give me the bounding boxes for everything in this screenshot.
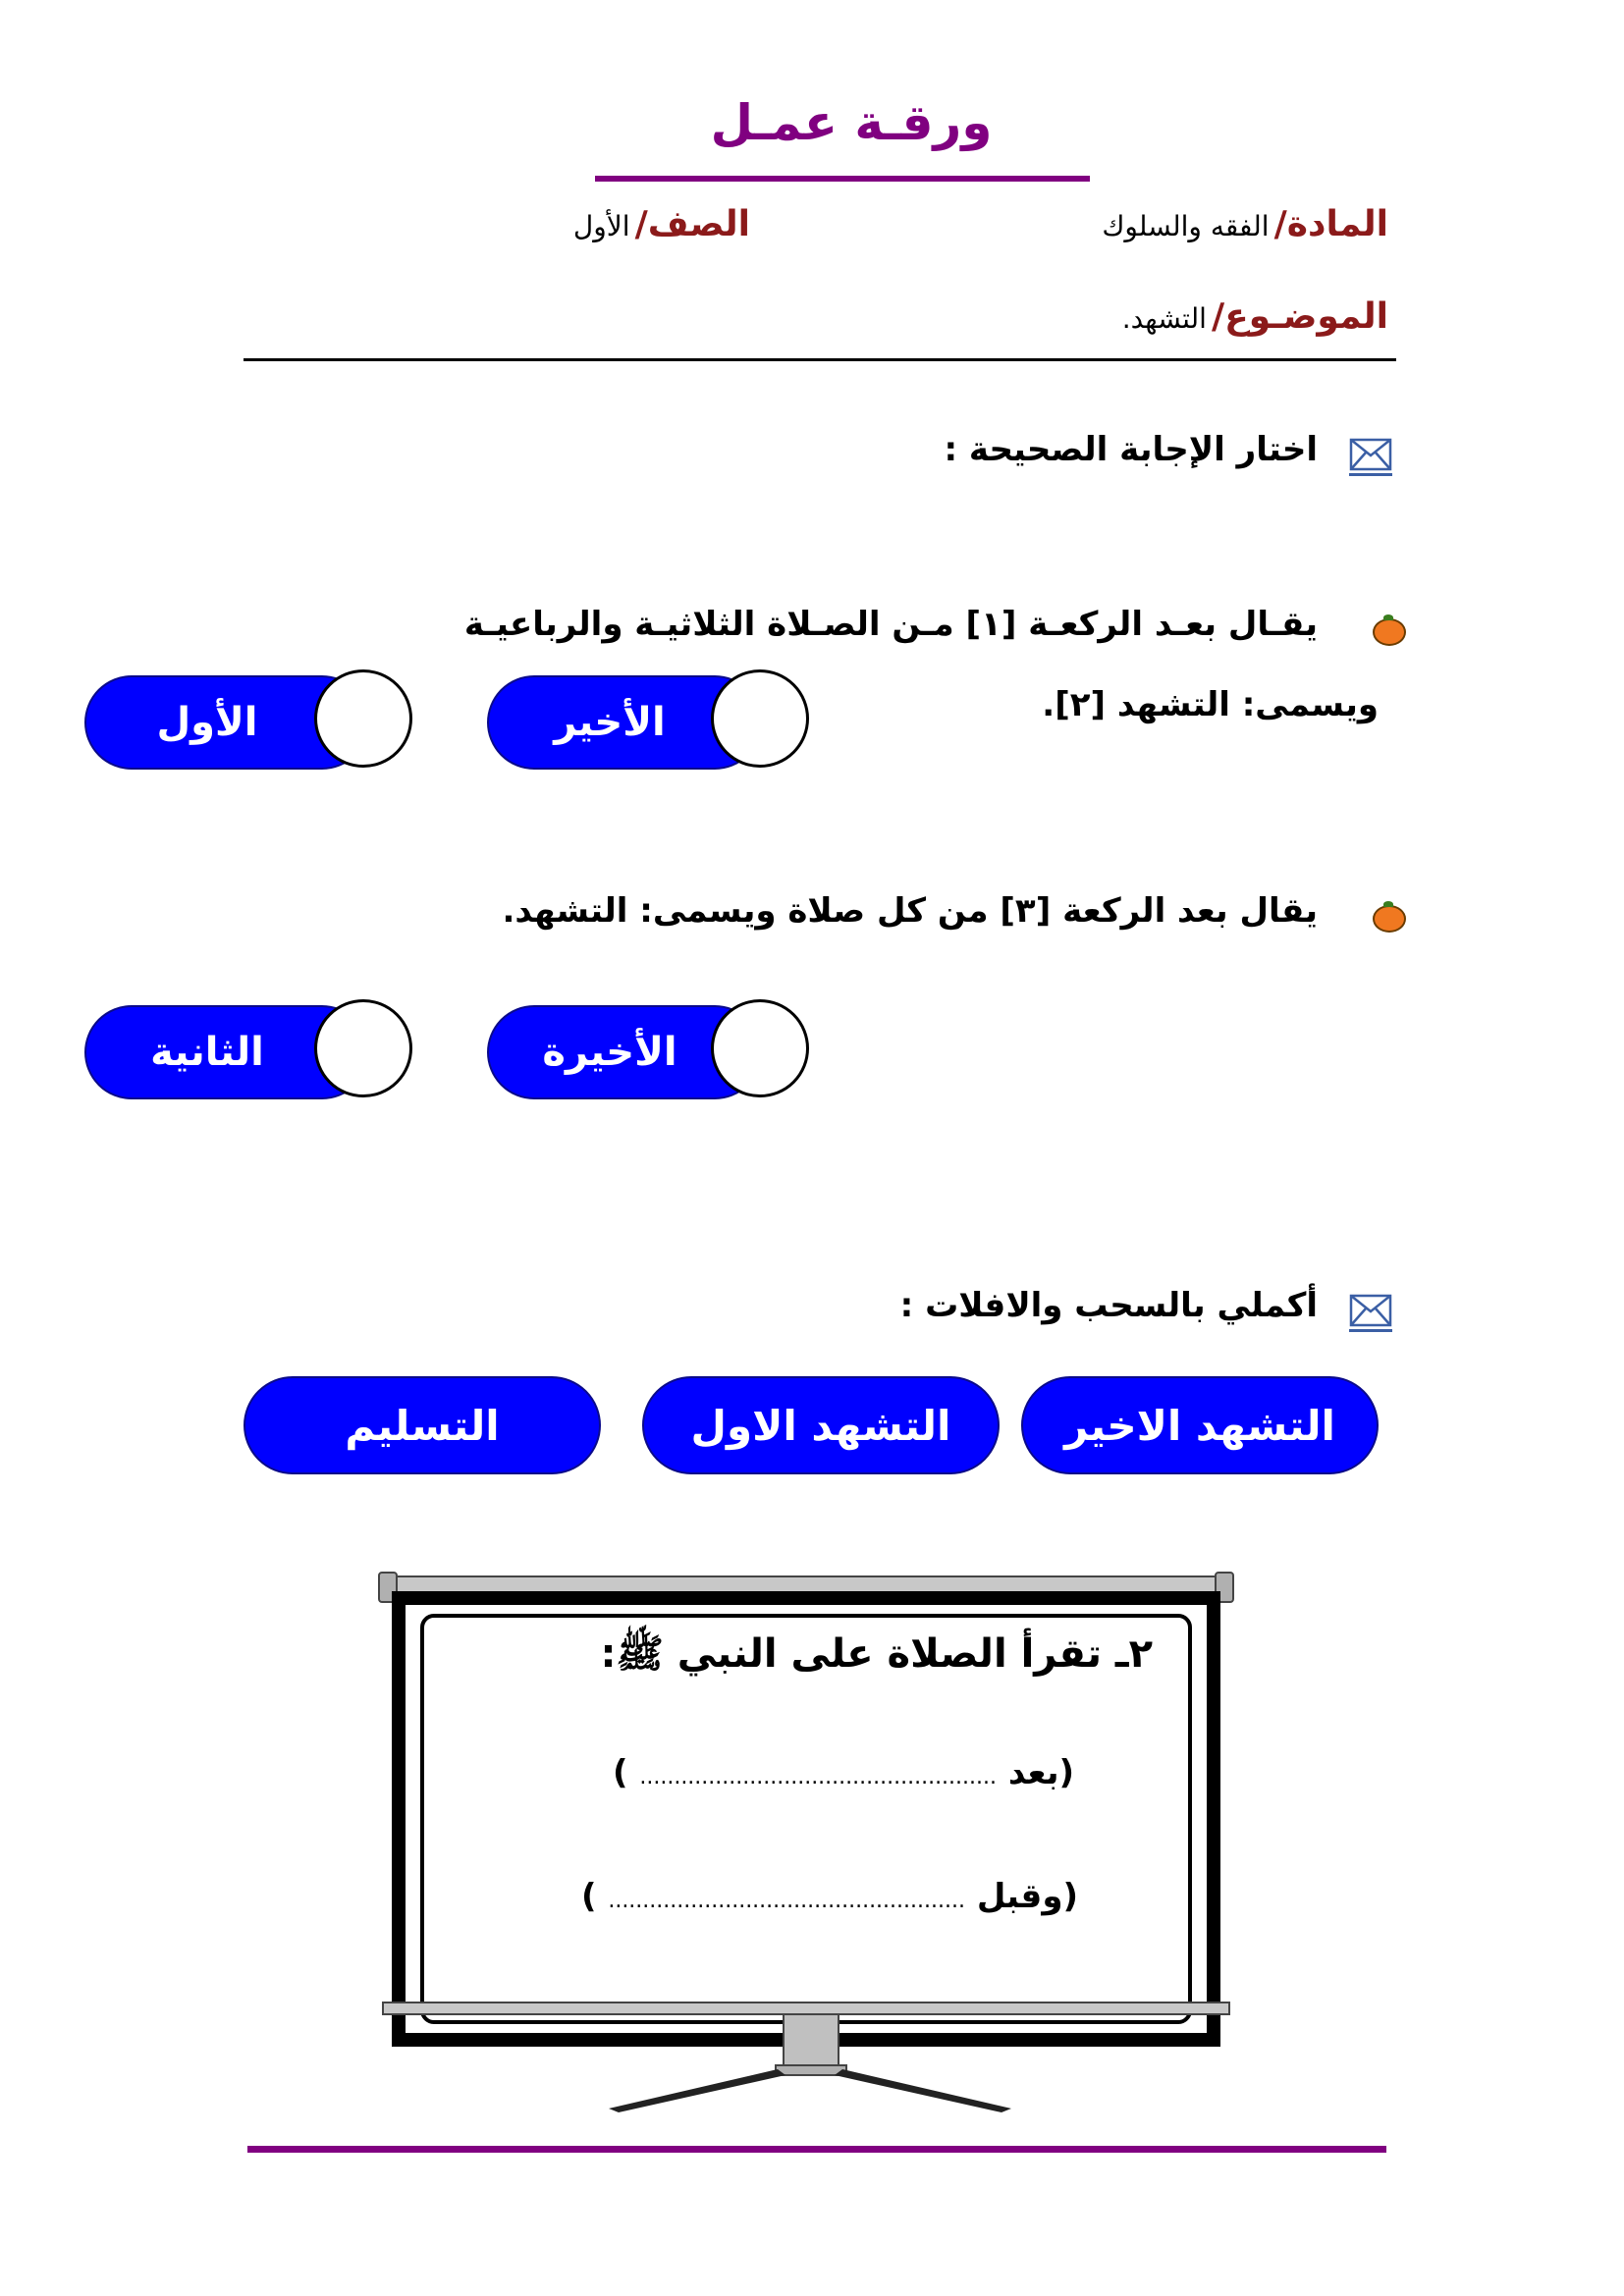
option-q2-akhira[interactable] [487,1005,811,1099]
header-divider [244,358,1396,361]
question-1-line-1: يقـال بعـد الركعـة [١] مـن الصـلاة الثلاثيـة والرباعيـة [463,605,1318,644]
screen-heading: ٢ـ تقرأ الصلاة على النبي ﷺ: [600,1631,1153,1677]
instruction-drag-drop: أكملي بالسحب والافلات : [899,1286,1318,1325]
option-radio[interactable] [314,999,412,1097]
option-radio[interactable] [711,999,809,1097]
screen-line-2 [581,1877,1078,1916]
drag-choice-tasleem[interactable]: التسليم [244,1376,601,1474]
page-title: ورقـة عمـل [710,94,993,151]
option-label: الأول [156,700,258,745]
topic-label: الموضـوع/ [1212,296,1388,337]
footer-divider [247,2146,1386,2153]
option-label: الأخير [554,700,666,745]
option-label: الأخيرة [542,1030,677,1075]
subject-row [1102,204,1388,244]
grade-value: الأول [572,210,630,242]
option-radio[interactable] [314,669,412,768]
envelope-icon [1349,438,1392,476]
topic-value: التشهد. [1121,302,1207,335]
grade-row [573,204,750,244]
line-2-close: ) [580,1877,597,1916]
question-1-line-2: ويسمى: التشهد [٢]. [1042,685,1379,724]
orange-bullet-icon [1373,905,1406,933]
option-label: الثانية [150,1030,264,1075]
drop-target-1[interactable]: .................................................... [639,1765,998,1789]
drop-target-2[interactable]: .................................................... [608,1889,965,1913]
option-q1-akhir[interactable] [487,675,811,770]
topic-row [1122,296,1388,337]
line-2-label: (وقبل [976,1877,1078,1916]
option-radio[interactable] [711,669,809,768]
title-underline [595,176,1090,182]
option-q1-awwal[interactable] [84,675,414,770]
option-q2-thaniya[interactable] [84,1005,414,1099]
line-1-close: ) [612,1753,628,1792]
instruction-choose: اختار الإجابة الصحيحة : [944,430,1318,469]
orange-bullet-icon [1373,618,1406,646]
screen-line-1 [613,1753,1074,1792]
line-1-label: (بعد [1007,1753,1074,1792]
question-2-line-1: يقال بعد الركعة [٣] من كل صلاة ويسمى: التشهد. [502,891,1318,931]
envelope-icon [1349,1294,1392,1332]
drag-choice-tashahhud-awwal[interactable]: التشهد الاول [642,1376,1000,1474]
drag-choice-tashahhud-akhir[interactable]: التشهد الاخير [1021,1376,1379,1474]
subject-value: الفقه والسلوك [1102,210,1270,242]
subject-label: المادة/ [1273,204,1388,244]
grade-label: الصف/ [634,204,750,244]
